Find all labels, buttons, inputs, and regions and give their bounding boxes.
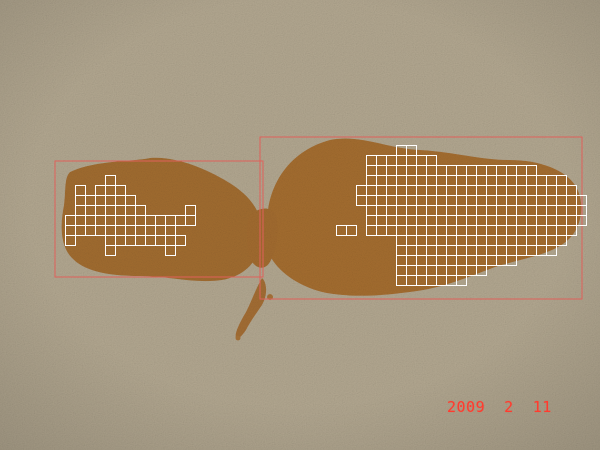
- stain-speck: [236, 336, 241, 341]
- date-stamp: 2009 2 11: [447, 398, 552, 416]
